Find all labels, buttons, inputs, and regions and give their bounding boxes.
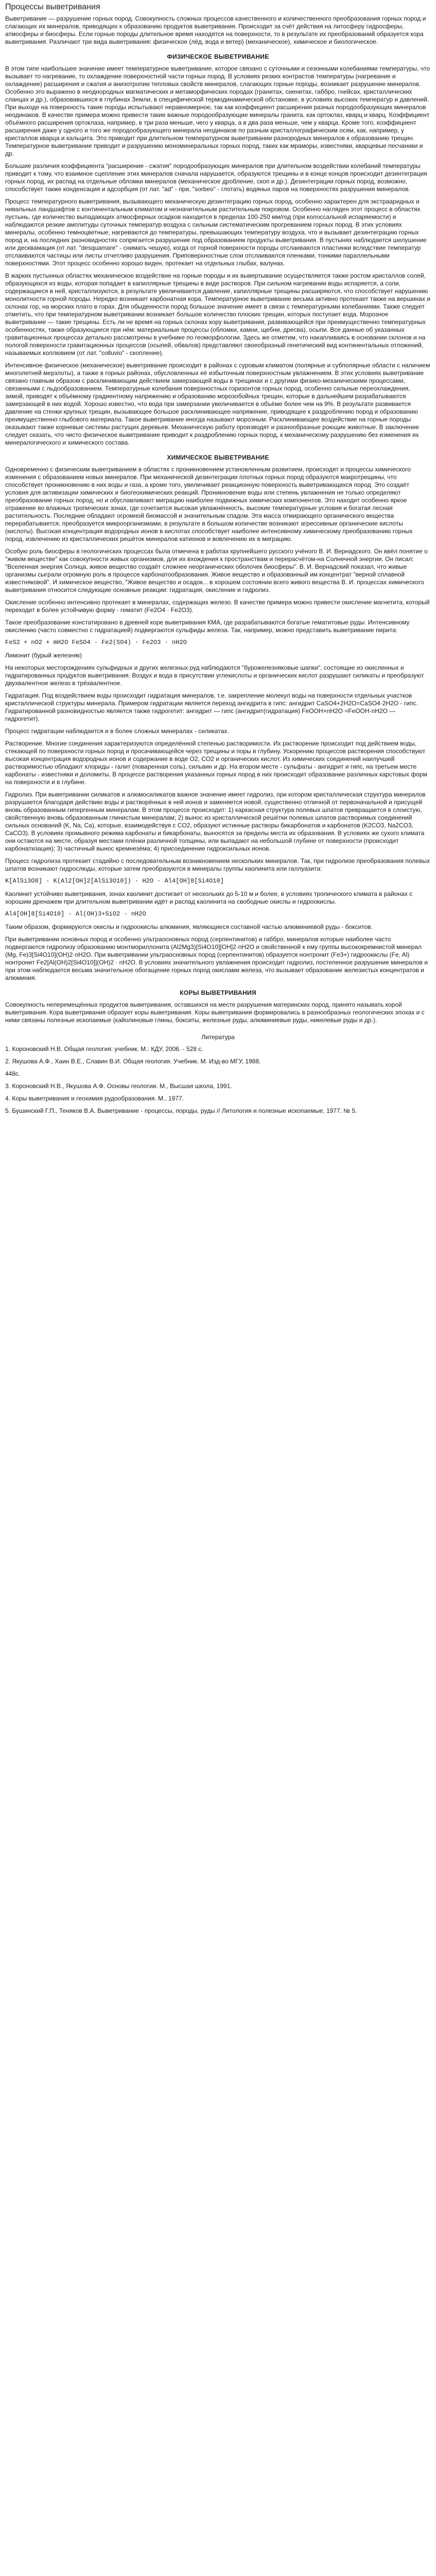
paragraph: Интенсивное физическое (механическое) выветривание происходит в районах с суровым климатом (полярные и субполярные области с наличием многолетней мерзлоты), а также в горных районах, обусловленных её избыточным поверхностным увлажнением. В этих условиях выветривание связано главным образом с расклинивающим действием замерзающей воды в трещинах и с другими физико-механическими процессами, связанными с льдообразованием. Температурные колебания поверхностных горизонтов горных пород, особенно сильные переохлаждения, зимой, приводят к объёмному градиентному напряжению и образованию морозобойных трещин, которые в дальнейшем разрабатываются замерзающей в них водой. Хорошо известно, что вода при замерзании увеличивается в объёме более чем на 9%. В результате развивается давление на стенки крупных трещин, вызывающее большое расклинивающее напряжение, приводящее к раздроблению пород и образованию преимущественно глыбового материала. Такое выветривание иногда называют морозным. Расклинивающее воздействие на горные породы оказывают также корневые системы растущих деревьев. Механическую работу производят и разнообразные роющие животные. В заключение следует сказать, что чисто физическое выветривание приводит к раздроблению горных пород, к механическому разрушению без изменения их минералогического и химического состава.: [5, 362, 430, 446]
reference-item: 3. Короновский Н.В., Якушова А.Ф. Основы геологии. М., Высшая школа, 1991.: [5, 1082, 232, 1090]
section-chemical: [5, 454, 431, 982]
paragraph: Процесс гидратации наблюдается и в более сложных минералах - силикатах.: [5, 727, 229, 735]
section-physical: [5, 53, 431, 447]
reference-item: 4. Коры выветривания и геохимия рудообразования. М., 1977.: [5, 1095, 184, 1102]
paragraph: Окисление особенно интенсивно протекает в минералах, содержащих железо. В качестве примера можно привести окисление магнетита, который переходит в более устойчивую форму - гематит (Fe2O4 · Fe2O3).: [5, 599, 430, 614]
paragraph: При выветривании основных пород и особенно ультраосновных пород (серпентинитов) и габбро, минералов которые наиболее часто подвергаются гидролизу образованию монтмориллонита (Al2Mg3)[Si4O10][OH]2·nH2O и свойственной к ему группы высококремнистой минерал (Mg, Fe)3[Si4O10](OH)2·nH2O. При выветривании ультраосновных пород (серпентинитов) образуется нонтронит (Fe3+) гидроокислы (Fe, Al) нонтронит Fe2[Al(OH)2[Si4O10]](OH)2 · nH2O. В условиях значительного увлажнения происходит гидролиз, постепенное разрушение минералов и при этом наблюдается весьма значительное обогащение горных пород окислами железа, что вызывает образование железистых концентратов и алюминия.: [5, 936, 428, 981]
paragraph: Гидратация. Под воздействием воды происходит гидратация минералов, т.е. закрепление молекул воды на поверхности отдельных участков кристаллической структуры минерала. Примером гидратации является переход ангидрита в гипс: ангидрит CaSO4+2H2O=CaSO4·2H2O - гипс. Гидратированной разновидностью является также гидрогетит: ангидрит — гипс (ангидрит(гидратация) FeOOH+nH2O =FeOOH·nH2O — гидрогетит).: [5, 692, 418, 722]
intro-paragraph: Выветривание — разрушение горных пород. Совокупность сложных процессов качественного и количественного преобразования горных пород и слагающих их минералов, приводящих к образованию продуктов выветривания. Происходит за счёт действия на литосферу гидросферы, атмосферы и биосферы. Если горные породы длительное время находятся на поверхности, то в результате их преобразований образуется кора выветривания. Различают три вида выветривания: физическое (лёд, вода и ветер) (механическое), химическое и биологическое.: [5, 15, 426, 45]
paragraph: Гидролиз. При выветривании силикатов и алюмосиликатов важное значение имеет гидролиз, при котором кристаллическая структура минералов разрушается благодаря действию воды и растворённых в ней ионов и заменяется новой, существенно отличной от первоначальной и присущей вновь образованным гипергенным минералам. В этом процессе происходит: 1) каркасная структура полевых шпатов превращается в слоистую, свойственную вновь образованным глинистым минералам; 2) вынос из кристаллической решётки полевых шпатов растворимых соединений сильных оснований (K, Na, Ca), которые, взаимодействуя с CO2, образуют истинные растворы бикарбонатов и карбонатов (K2CO3, Na2CO3, CaCO3). В условиях промывного режима карбонаты и бикарбонаты, выносятся за пределы места их образования. В условиях же сухого климата они остаются на месте, образуя местами плёнки различной толщины, или выпадают на небольшой глубине от поверхности (происходит карбонатизация); 3) частичный вынос кремнезёма; 4) присоединение гидроксильных ионов.: [5, 791, 426, 852]
paragraph: Процесс гидролиза протекает стадийно с последовательным возникновением нескольких минералов. Так, при гидролизе преобразования полевых шпатов возникают гидрослюды, которые затем преобразуются в минералы группы каолинита или галлуазита:: [5, 857, 430, 872]
section-heading: ФИЗИЧЕСКОЕ ВЫВЕТРИВАНИЕ: [167, 53, 269, 60]
paragraph: Таким образом, формируются окислы и гидроокислы алюминия, являющиеся составной частью алюминиевой руды - бокситов.: [5, 923, 373, 930]
intro: [5, 15, 431, 46]
references-list: [5, 1045, 431, 1115]
reference-item: 2. Якушова А.Ф., Хаин В.Е., Славин В.И. Общая геология. Учебник. М. Изд-во МГУ, 1988.: [5, 1058, 261, 1065]
paragraph: В этом типе наибольшее значение имеет температурное выветривание, которое связано с суточными и сезонными колебаниями температуры, что вызывает то нагревание, то охлаждение поверхностной части горных пород. В условиях резких контрастов температуры (нагревание и охлаждение) расширения и сжатия и анизотропии тепловых свойств минералов, слагающих горные породы, возникает разрушение минералов. Особенно это выражено в неоднородных магматических и метаморфических породах (гранитах, сиенитах, габбро, гнейсах, кристаллических сланцах и др.), образовавшихся в глубинах Земли, в специфической термодинамической обстановке, в условиях высоких температур и давлений. При выходе на поверхность такие породы испытывают неравномерное, так как коэффициент расширения разных породообразующих минералов неодинаков. В качестве примера можно привести такие важные породообразующие минералы гранита, как ортоклаз, кварц и кварц. Коэффициент объёмного расширения ортоклаза, например, в три раза меньше, чего у кварца, а в два раза меньше, чем у кварца. Кроме того, коэффициент расширения даже у одного и того же породообразующего минерала неодинаков по разным кристаллографическим осям, как, например, у кристаллов кварца и кальцита. Это приводит при длительном температурном выветривании разнородных минералов к образованию трещин. Температурное выветривание приводит и разрушению мономинеральных горных пород, таких как мраморы, известняки, кварцевые песчаники и др.: [5, 65, 430, 157]
paragraph: Одновременно с физическим выветриванием в областях с проникновением установленным развитием, происходят и процессы химического изменения с образованием новых минералов. При механической дезинтеграции плотных горных пород образуются макротрещины, что способствует проникновению в них воды и газа, а кроме того, увеличивает реакционную поверхность выветривающихся пород. Это создаёт условия для активизации химических и биогеохимических реакций. Проникновение воды или степень увлажнения не только определяют преобразование горных пород, но и обуславливают миграцию наиболее подвижных химических компонентов. Это находит особенно яркое отражение во влажных тропических зонах, где сочетается высокая увлажнённость, высокие температурные условия и богатая лесная растительность. Последние обладают огромной биомассой и значительным спадом. Эта масса отмирающего органического вещества перерабатывается, преобразуется микроорганизмами, в результате в большом количестве возникают агрессивные органические кислоты (кислоты). Высокая концентрация водородных ионов в кислотах способствует наиболее интенсивному химическому преобразованию горных пород, извлечению из кристаллических решёток минералов катионов и вовлечению их в миграцию.: [5, 466, 413, 543]
paragraph: Процесс температурного выветривания, вызывающего механическую дезинтеграцию горных пород, особенно характерен для экстрааридных и нивальных ландшафтов с континентальным климатом и незначительным растительным покровом. Особенно нагляден этот процесс в областях пустынь, где количество выпадающих атмосферных осадков находится в пределах 100-250 мм/год (при колоссальной испаряемости) и наблюдаются резкие амплитуды суточных температур воздуха с сильным систематическим прогреванием горных пород. В этих условиях минералы, особенно темноцветные, нагреваются до температуры, превышающих температуру воздуха, что и вызывает дезинтеграцию горных пород и, на последних разновидностях сопрягается разрушение под образованием продукты выветривания. В пустынях наблюдается шелушение или десквамация (от лат. "desquamare" - снимать чешую), когда от горной поверхности породы отслаиваются пластинки вследствие температур отслаиваются частицы или листы отчетливо разрушения. Приповерхностные слои отслаиваются пленками, тонкими параллельными поверхностями. Этот процесс особенно хорошо виден, протекает на отдельных глыбах, валунах.: [5, 198, 427, 267]
paragraph: Большие различия коэффициента "расширение - сжатия" породообразующих минералов при длительном воздействии колебаний температуры приводит к тому, что взаимное сцепление этих минералов сначала нарушается, образуются трещины и в конце концов происходит дезинтеграция горных пород, их распад на отдельные обломки минералов (механическое дробление, скоп и др.). Дезинтеграции горных пород, возможно, способствует также конденсация и адсорбция (от лат. "ad" - при, "sorbeo" - глотать) водяных паров на поверхностях разрушения минералов.: [5, 162, 427, 193]
paragraph: Такое преобразование констатировано в древней коре выветривания КМА, где разрабатываются богатые гематитовые руды. Интенсивному окислению (часто совместно с гидратацией) подвергаются сульфиды железа. Так, например, можно представить выветривание пирита:: [5, 619, 410, 634]
page-title: Процессы выветривания: [5, 3, 100, 11]
paragraph: На некоторых месторождениях сульфидных и других железных руд наблюдаются "бурожелезняковые шапки", состоящие из окисленных и гидратированных продуктов выветривания. Воздух и вода в присутствии углекислоты и органических кислот разрушают силикаты и преобразуют двухвалентное железо в трёхвалентное.: [5, 664, 424, 687]
section-heading: КОРЫ ВЫВЕТРИВАНИЯ: [180, 989, 256, 996]
paragraph: Растворение. Многие соединения характеризуются определённой степенью растворимости. Их растворение происходит под действием воды, стекающей по поверхности горных пород и просачивающейся через трещины и поры в глубину. Ускорению процессов растворения способствуют высокая концентрация водородных ионов и содержание в воде O2, CO2 и органических кислот. Из химических соединений наилучшей растворимостью обладают хлориды - галит (поваренная соль), сильвин и др. На втором месте - сульфаты - ангидрит и гипс, на третьем месте карбонаты - известняки и доломиты. В процессе растворения указанных горных пород в них происходит образование различных карстовых форм на поверхности и в глубине.: [5, 740, 427, 786]
paragraph: Каолинит устойчиво выветривания, зонах каолинит достигает от нескольких до 5-10 м и более, в условиях тропического климата в районах с хорошим дренажем при длительном выветривании идёт и распад каолинита на свободные окислы и гидроокислы.: [5, 890, 413, 905]
reference-item: 448с.: [5, 1070, 21, 1077]
section-heading: ХИМИЧЕСКОЕ ВЫВЕТРИВАНИЕ: [167, 454, 269, 461]
paragraph: В жарких пустынных областях механическое воздействие на горные породы и их вывертывание осуществляется также ростом кристаллов солей, образующихся из воды, которая попадает в капиллярные трещины в виде растворов. При сильном нагревании воды испаряется, а соли, содержащиеся в ней, кристаллизуются, в результате увеличивается давление, капиллярные трещины расширяются, что способствует нарушению монолитности горной породы. Нередко возникает карбонатная кора. Температурное выветривание весьма активно протекает также на вершинах и склонах гор, на морских плато в горах. Для обыденности пород большое значение имеет в связи с температурными колебаниями. Также следует отметить, что при температурном выветривании возникает большое количество плоских трещин, которых поступает вода. Морозное выветривание — такие трещины. Есть ли не время на горных склонах кору выветривания, развивающейся при преимущественно температурных особенностях, также образующиеся при нём: материальные процессы (обломки, камни, щебни, дресва), осыпи. Все данные об указанных гравитационных процессах детально рассмотрены в учебнике по геоморфологии. Здесь же отметим, что накапливаясь в основании склонов и на пологой поверхности гравитационных процессов (осыпей, обвалов) представляют своеобразный генетический вид континентальных отложений, называемых коллювием (от лат. "colluvio" - скопление).: [5, 272, 430, 357]
formula-pyrite: FeS2 + nO2 + mH2O FeSO4 · Fe2(SO4) · Fe2O3 · nH2O: [5, 639, 187, 646]
paragraph: Лимонит (бурый железняк): [5, 652, 82, 659]
formula-kaolinite-breakdown: Al4[OH]8[Si4O10] · Al(OH)3+SiO2 · nH2O: [5, 910, 146, 918]
references-heading: Литература: [201, 1033, 235, 1041]
section-crusts: [5, 989, 431, 1024]
paragraph: Совокупность неперемещённых продуктов выветривания, оставшихся на месте разрушения материнских пород, принято называть корой выветривания. Кора выветривания образует коры выветривания. Коры выветривания формировались в разнообразных геологических эпохах и с ними связаны полезные ископаемые (кайолиновые глины, бокситы, железные руды, алюминиевые руды, никелевые руды и др.).: [5, 1001, 425, 1024]
paragraph: Особую роль биосферы в геологических процессах была отмечена в работах крупнейшего русского учёного В. И. Вернадского. Он ввёл понятие о "живом веществе" как совокупности живых организмов, для их вхождения к пространствам и перерасчётом-на Солнечной энергии. Он писал: "Вселенная энергия Солнца, живое вещество создаёт сложнее неорганических оболочек биосферы". В. И. Вернадский показал, что живые организмы сыграли огромную роль в процессе карбонатообразования. Живое вещество и образованный им концентрат "верной сплавной известняковой". И химическое вещество, "Живое вещество и осадок... в хорошем состоянии всего живого вещества В. И. процессах химического выветривания относится следующие основные реакции: гидратация, окисление и гидролиз.: [5, 548, 428, 594]
formula-feldspar-hydrolysis: K[AlSi3O8] · K(Al2[OH]2[AlSi3O10]) · H2O · Al4[OH]8[Si4O10]: [5, 877, 224, 885]
reference-item: 5. Бушинский Г.П., Теняков В.А. Выветривание - процессы, породы, руды // Литология и полезные ископаемые, 1977. № 5.: [5, 1107, 357, 1114]
reference-item: 1. Короновский Н.В. Общая геология: учебник. М.: КДУ, 2006. - 528 с.: [5, 1045, 203, 1053]
document-page: [0, 0, 436, 1126]
references: [5, 1033, 431, 1115]
